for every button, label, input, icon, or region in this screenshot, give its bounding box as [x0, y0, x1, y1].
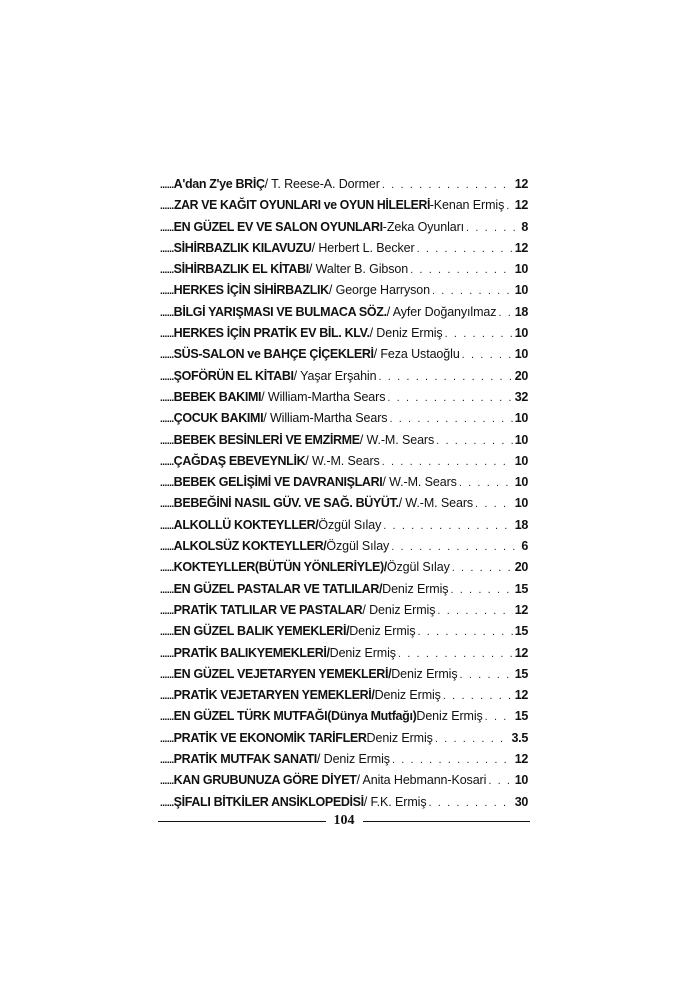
leader-dots: ...... [160, 520, 174, 532]
leader-dots: ...... [160, 648, 174, 660]
list-item [160, 688, 528, 709]
book-title: KAN GRUBUNUZA GÖRE DİYET [173, 773, 357, 788]
page-reference: 10 [514, 262, 528, 277]
book-title: BİLGİ YARIŞMASI VE BULMACA SÖZ. [173, 304, 387, 319]
dot-leader [417, 243, 513, 255]
book-title: EN GÜZEL PASTALAR VE TATLILAR/ [173, 581, 383, 596]
book-author: -Kenan Ermiş [429, 198, 505, 213]
list-item [160, 496, 528, 517]
list-item [160, 709, 528, 730]
book-author: / George Harryson [328, 283, 430, 298]
leader-dots: ...... [160, 265, 174, 277]
page-reference: 15 [514, 709, 528, 724]
book-title: BEBEĞİNİ NASIL GÜV. VE SAĞ. BÜYÜT. [173, 496, 399, 511]
dot-leader [387, 392, 512, 404]
leader-dots: ...... [160, 712, 174, 724]
dot-leader [452, 562, 513, 574]
leader-dots: ...... [160, 776, 174, 788]
book-title: EN GÜZEL VEJETARYEN YEMEKLERİ/ [173, 666, 392, 681]
book-author: Özgül Sılay [326, 539, 390, 554]
list-item [160, 305, 528, 326]
leader-dots: ...... [160, 584, 174, 596]
book-title: ALKOLLÜ KOKTEYLLER/ [173, 517, 319, 532]
dot-leader [410, 264, 513, 276]
list-item [160, 411, 528, 432]
list-item [160, 518, 528, 539]
dot-leader [462, 349, 513, 361]
page-reference: 12 [514, 198, 528, 213]
book-title: BEBEK BAKIMI [173, 389, 262, 404]
list-item [160, 241, 528, 262]
dot-leader [450, 584, 512, 596]
book-title: HERKES İÇİN PRATİK EV BİL. KLV. [173, 326, 370, 341]
page-reference: 20 [514, 368, 528, 383]
dot-leader [392, 754, 513, 766]
list-item [160, 731, 528, 752]
page-reference: 10 [514, 326, 528, 341]
dot-leader [488, 775, 512, 787]
dot-leader [475, 498, 513, 510]
page-reference: 12 [514, 602, 528, 617]
leader-dots: ...... [160, 669, 174, 681]
leader-dots: ...... [160, 414, 174, 426]
book-title: PRATİK VE EKONOMİK TARİFLER [173, 730, 367, 745]
leader-dots: ...... [160, 243, 174, 255]
dot-leader [417, 626, 512, 638]
book-author: / Deniz Ermiş [369, 326, 443, 341]
page-reference: 12 [514, 240, 528, 255]
page-reference: 12 [514, 177, 528, 191]
book-author: Deniz Ermiş [391, 666, 458, 681]
dot-leader [460, 669, 513, 681]
dot-leader [389, 413, 512, 425]
book-title: PRATİK BALIKYEMEKLERİ/ [173, 645, 330, 660]
leader-dots: ...... [160, 371, 174, 383]
page-reference: 8 [521, 219, 528, 234]
list-item [160, 262, 528, 283]
book-author: / William-Martha Sears [261, 389, 386, 404]
book-title: SİHİRBAZLIK KILAVUZU [173, 240, 312, 255]
list-item [160, 390, 528, 411]
leader-dots: ...... [160, 307, 174, 319]
leader-dots: ...... [160, 499, 174, 511]
leader-dots: ...... [160, 222, 174, 234]
page-reference: 12 [514, 752, 528, 767]
book-title: SÜS-SALON ve BAHÇE ÇİÇEKLERİ [173, 347, 374, 362]
page-reference: 15 [514, 581, 528, 596]
dot-leader [378, 371, 512, 383]
list-item [160, 326, 528, 347]
book-title: PRATİK TATLILAR VE PASTALAR [173, 602, 363, 617]
dot-leader [437, 605, 512, 617]
book-title: A'dan Z'ye BRİÇ [173, 177, 265, 191]
list-item [160, 177, 528, 198]
page-reference: 10 [514, 411, 528, 426]
book-title: EN GÜZEL TÜRK MUTFAĞI(Dünya Mutfağı) [173, 709, 417, 724]
list-item [160, 582, 528, 603]
page-reference: 15 [514, 666, 528, 681]
book-author: / W.-M. Sears [359, 432, 435, 447]
leader-dots: ...... [160, 201, 174, 213]
leader-dots: ...... [160, 755, 174, 767]
leader-dots: ...... [160, 392, 174, 404]
book-author: Özgül Sılay [318, 517, 382, 532]
page-reference: 12 [514, 688, 528, 703]
book-author: / Deniz Ermiş [316, 752, 390, 767]
book-title: EN GÜZEL EV VE SALON OYUNLARI [173, 219, 383, 234]
list-item [160, 667, 528, 688]
dot-leader [383, 520, 512, 532]
list-item [160, 539, 528, 560]
leader-dots: ...... [160, 733, 174, 745]
list-item [160, 773, 528, 794]
book-author: / Yaşar Erşahin [293, 368, 377, 383]
list-item [160, 475, 528, 496]
list-item [160, 369, 528, 390]
list-item [160, 603, 528, 624]
dot-leader [382, 179, 513, 191]
book-title: ALKOLSÜZ KOKTEYLLER/ [173, 539, 327, 554]
dot-leader [506, 200, 512, 212]
leader-dots: ...... [160, 456, 174, 468]
dot-leader [435, 733, 510, 745]
book-title: ÇAĞDAŞ EBEVEYNLİK [173, 453, 306, 468]
book-author: / F.K. Ermiş [363, 794, 427, 809]
dot-leader [432, 285, 513, 297]
page-reference: 20 [514, 560, 528, 575]
page-reference: 10 [514, 283, 528, 298]
footer-rule-right [363, 821, 531, 822]
list-item [160, 752, 528, 773]
book-author: Deniz Ermiş [382, 581, 449, 596]
list-item [160, 220, 528, 241]
book-title: KOKTEYLLER(BÜTÜN YÖNLERİYLE)/ [173, 560, 387, 575]
book-title: PRATİK VEJETARYEN YEMEKLERİ/ [173, 688, 375, 703]
list-item [160, 646, 528, 667]
list-item [160, 624, 528, 645]
page-reference: 18 [514, 304, 528, 319]
page-reference: 10 [514, 432, 528, 447]
book-author: / W.-M. Sears [305, 453, 380, 468]
page-reference: 10 [514, 453, 528, 468]
dot-leader [436, 435, 513, 447]
page-reference: 10 [514, 773, 528, 788]
book-author: / W.-M. Sears [382, 475, 457, 490]
book-author: Deniz Ermiş [349, 624, 416, 639]
footer-rule-left [158, 821, 326, 822]
page-reference: 10 [514, 475, 528, 490]
dot-leader [466, 222, 519, 234]
leader-dots: ...... [160, 563, 174, 575]
dot-leader [428, 797, 512, 809]
dot-leader [485, 711, 513, 723]
page-reference: 18 [514, 517, 528, 532]
leader-dots: ...... [160, 797, 174, 809]
book-title: HERKES İÇİN SİHİRBAZLIK [173, 283, 329, 298]
book-author: / Walter B. Gibson [308, 262, 409, 277]
page-reference: 10 [514, 496, 528, 511]
leader-dots: ...... [160, 691, 174, 703]
dot-leader [398, 648, 513, 660]
leader-dots: ...... [160, 605, 174, 617]
leader-dots: ...... [160, 180, 174, 191]
book-author: / William-Martha Sears [263, 411, 388, 426]
book-author: / Ayfer Doğanyılmaz [386, 304, 497, 319]
page-reference: 12 [514, 645, 528, 660]
page-number: 104 [333, 813, 355, 828]
dot-leader [391, 541, 519, 553]
dot-leader [459, 477, 513, 489]
page-footer [158, 811, 530, 831]
list-item [160, 454, 528, 475]
book-author: / Feza Ustaoğlu [373, 347, 460, 362]
dot-leader [498, 307, 512, 319]
book-author: Deniz Ermiş [374, 688, 441, 703]
book-author: / Herbert L. Becker [311, 240, 415, 255]
list-item [160, 433, 528, 454]
page-reference: 30 [514, 794, 528, 809]
book-title: BEBEK BESİNLERİ VE EMZİRME [173, 432, 360, 447]
list-item [160, 560, 528, 581]
book-list [160, 177, 528, 816]
book-title: ZAR VE KAĞIT OYUNLARI ve OYUN HİLELERİ [173, 198, 430, 213]
book-author: -Zeka Oyunları [382, 219, 465, 234]
leader-dots: ...... [160, 542, 174, 554]
list-item [160, 198, 528, 219]
leader-dots: ...... [160, 435, 174, 447]
page-reference: 3.5 [511, 730, 528, 745]
leader-dots: ...... [160, 350, 174, 362]
book-author: / T. Reese-A. Dormer [264, 177, 380, 191]
dot-leader [443, 690, 513, 702]
leader-dots: ...... [160, 329, 174, 341]
page-reference: 15 [514, 624, 528, 639]
book-author: Deniz Ermiş [366, 730, 433, 745]
leader-dots: ...... [160, 286, 174, 298]
dot-leader [382, 456, 513, 468]
book-title: PRATİK MUTFAK SANATI [173, 752, 317, 767]
book-title: BEBEK GELİŞİMİ VE DAVRANIŞLARI [173, 475, 383, 490]
book-title: ÇOCUK BAKIMI [173, 411, 264, 426]
page-reference: 32 [514, 389, 528, 404]
book-author: / Anita Hebmann-Kosari [356, 773, 487, 788]
book-author: Deniz Ermiş [416, 709, 483, 724]
book-author: / Deniz Ermiş [362, 602, 436, 617]
book-author: Özgül Sılay [386, 560, 450, 575]
book-title: SİHİRBAZLIK EL KİTABI [173, 262, 309, 277]
leader-dots: ...... [160, 627, 174, 639]
page-reference: 6 [521, 539, 528, 554]
book-author: Deniz Ermiş [329, 645, 396, 660]
dot-leader [445, 328, 513, 340]
page-reference: 10 [514, 347, 528, 362]
book-title: EN GÜZEL BALIK YEMEKLERİ/ [173, 624, 350, 639]
leader-dots: ...... [160, 478, 174, 490]
list-item [160, 283, 528, 304]
book-title: ŞOFÖRÜN EL KİTABI [173, 368, 294, 383]
book-author: / W.-M. Sears [398, 496, 474, 511]
list-item [160, 347, 528, 368]
book-title: ŞİFALI BİTKİLER ANSİKLOPEDİSİ [173, 794, 364, 809]
